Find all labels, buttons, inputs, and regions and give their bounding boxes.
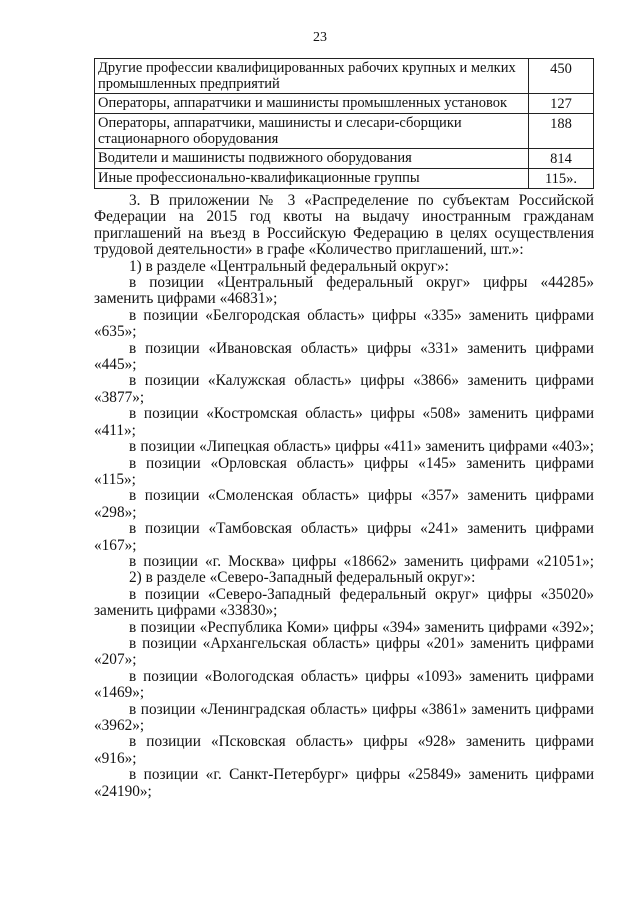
text-line: «298»; [94,503,137,521]
text-line: в позиции «Костромская область» цифры «508» заменить цифрами [129,405,594,423]
text-line: в позиции «Орловская область» цифры «145» заменить цифрами «115»; [94,454,594,488]
text-line: заменить цифрами «33830»; [94,602,278,620]
profession-cell: Операторы, аппаратчики и машинисты промышленных установок [95,94,529,114]
text-line: «167»; [94,536,137,554]
text-line: в позиции «Ленинградская область» цифры «3861» заменить цифрами [129,700,594,718]
text-line: «411»; [94,421,136,439]
text-line: заменить цифрами «46831»; [94,290,278,308]
profession-cell: Иные профессионально-квалификационные группы [95,169,529,189]
text-line: Федерации на 2015 год квоты на выдачу иностранным гражданам [94,208,594,226]
text-line: 3. В приложении № 3 «Распределение по субъектам Российской [129,192,594,209]
section-heading: 2) в разделе «Северо-Западный федеральный округ»: [129,569,476,587]
text-line: в позиции «Псковская область» цифры «928» заменить цифрами «916»; [94,733,594,767]
quota-value-cell: 115». [529,169,594,189]
page-number: 23 [313,30,327,45]
text-line: в позиции «Республика Коми» цифры «394» заменить цифрами «392»; [129,618,594,636]
table-row [95,59,594,94]
section-heading: 1) в разделе «Центральный федеральный округ»: [129,257,449,275]
table-row [95,149,594,169]
document-body [94,193,594,800]
text-line: «24190»; [94,782,152,800]
quota-value-cell: 188 [529,114,594,149]
text-line: в позиции «Архангельская область» цифры «201» заменить цифрами [129,634,594,652]
text-line: в позиции «Смоленская область» цифры «357» заменить цифрами [129,487,594,505]
table-row [95,169,594,189]
text-line: в позиции «Центральный федеральный округ» цифры «44285» [129,274,594,292]
text-line: «3877»; [94,388,145,406]
text-line: «3962»; [94,717,145,734]
text-line: в позиции «Липецкая область» цифры «411» заменить цифрами «403»; [129,438,594,456]
table-row [95,114,594,149]
text-line: «635»; [94,323,137,341]
quota-value-cell: 127 [529,94,594,114]
text-line: в позиции «Калужская область» цифры «3866» заменить цифрами [129,372,594,390]
profession-cell: Другие профессии квалифицированных рабочих крупных и мелких промышленных предприятий [95,59,529,94]
text-line: в позиции «Северо-Западный федеральный округ» цифры «35020» [129,585,594,603]
profession-cell: Операторы, аппаратчики, машинисты и слесари-сборщики стационарного оборудования [95,114,529,149]
text-line: в позиции «Тамбовская область» цифры «241» заменить цифрами [129,520,594,538]
text-line: «207»; [94,651,137,669]
table-row [95,94,594,114]
quota-value-cell: 814 [529,149,594,169]
text-line: «1469»; [94,684,145,702]
profession-cell: Водители и машинисты подвижного оборудования [95,149,529,169]
text-line: в позиции «г. Москва» цифры «18662» заменить цифрами «21051»; [129,552,594,570]
quota-value-cell: 450 [529,59,594,94]
text-line: в позиции «Белгородская область» цифры «335» заменить цифрами [129,306,594,324]
text-line: в позиции «Ивановская область» цифры «331» заменить цифрами [129,339,594,357]
quota-table [94,58,594,189]
text-line: «445»; [94,356,137,374]
text-line: трудовой деятельности» в графе «Количество приглашений, шт.»: [94,241,524,259]
text-line: в позиции «Вологодская область» цифры «1093» заменить цифрами [129,667,594,685]
text-line: в позиции «г. Санкт-Петербург» цифры «25849» заменить цифрами [129,766,594,784]
text-line: приглашений на въезд в Российскую Федерацию в целях осуществления [94,224,594,242]
